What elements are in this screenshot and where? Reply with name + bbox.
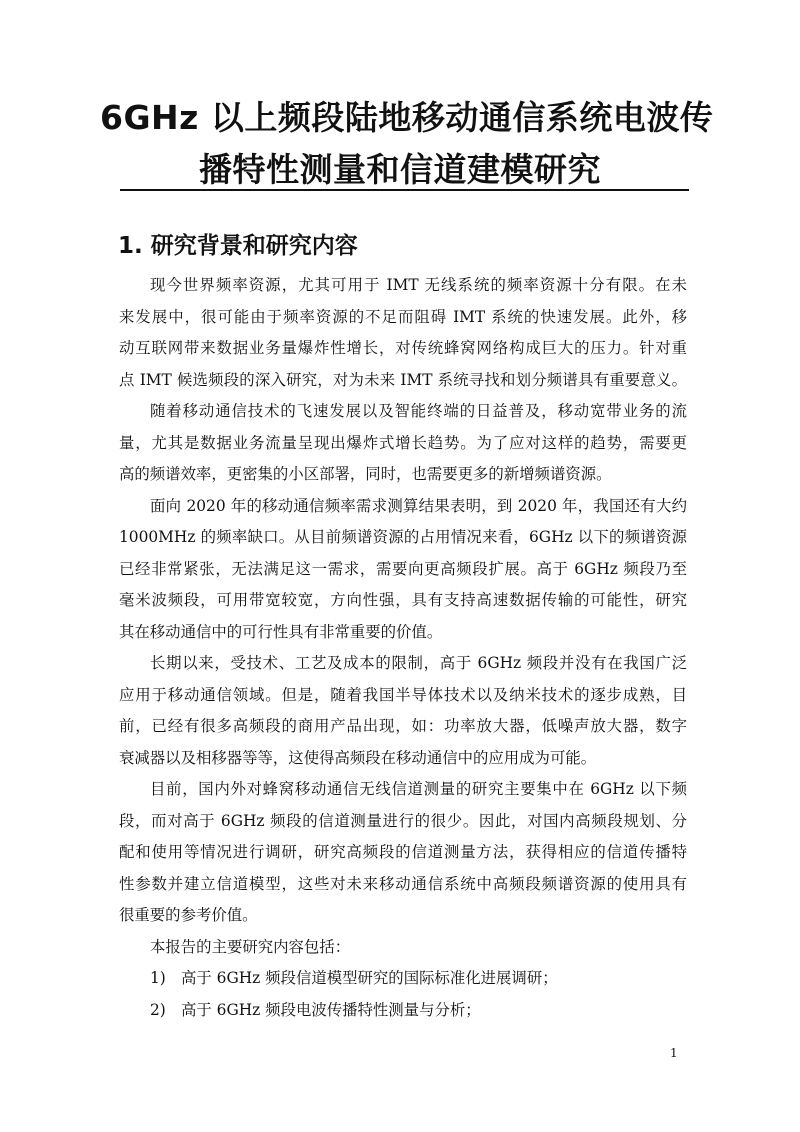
paragraph-line: 应用于移动通信领域。但是，随着我国半导体技术以及纳米技术的逐步成熟，目 (119, 685, 687, 704)
section-heading: 1. 研究背景和研究内容 (118, 233, 358, 259)
paragraph-line: 已经非常紧张，无法满足这一需求，需要向更高频段扩展。高于 6GHz 频段乃至 (119, 559, 687, 578)
body-text (119, 270, 687, 1026)
list-item (119, 963, 687, 995)
paragraph-line: 其在移动通信中的可行性具有非常重要的价值。 (119, 622, 443, 641)
paragraph-line: 动互联网带来数据业务量爆炸性增长，对传统蜂窝网络构成巨大的压力。针对重 (119, 339, 687, 357)
paragraph-line: 配和使用等情况进行调研，研究高频段的信道测量方法，获得相应的信道传播特 (119, 843, 687, 861)
paragraph-line: 随着移动通信技术的飞速发展以及智能终端的日益普及，移动宽带业务的流 (150, 402, 687, 420)
paragraph-line: 长期以来，受技术、工艺及成本的限制，高于 6GHz 频段并没有在我国广泛 (150, 654, 687, 672)
paragraph-line: 量，尤其是数据业务流量呈现出爆炸式增长趋势。为了应对这样的趋势，需要更 (119, 433, 687, 452)
paragraph-line: 1000MHz 的频率缺口。从目前频谱资源的占用情况来看，6GHz 以下的频谱资源 (119, 528, 687, 546)
title-line-2: 播特性测量和信道建模研究 (199, 150, 601, 189)
paragraph-line: 点 IMT 候选频段的深入研究，对为未来 IMT 系统寻找和划分频谱具有重要意义。 (119, 370, 687, 389)
list-item-text: 高于 6GHz 频段电波传播特性测量与分析； (181, 1000, 481, 1019)
paragraph-line: 高的频谱效率，更密集的小区部署，同时，也需要更多的新增频谱资源。 (119, 465, 612, 483)
paragraph-line: 段，而对高于 6GHz 频段的信道测量进行的很少。因此，对国内高频段规划、分 (119, 811, 687, 830)
list-item-text: 高于 6GHz 频段信道模型研究的国际标准化进展调研； (181, 969, 558, 987)
paragraph-line: 本报告的主要研究内容包括： (150, 937, 351, 956)
document-title (100, 92, 714, 196)
list-item-number: 2) (150, 1000, 166, 1019)
title-divider (120, 189, 689, 191)
paragraph-line: 衰减器以及相移器等等，这使得高频段在移动通信中的应用成为可能。 (119, 748, 597, 767)
page-number: 1 (670, 1046, 678, 1060)
paragraph-line: 目前，国内外对蜂窝移动通信无线信道测量的研究主要集中在 6GHz 以下频 (150, 780, 687, 798)
paragraph-line: 很重要的参考价值。 (119, 906, 258, 924)
list-item-number: 1) (150, 969, 166, 987)
paragraph-line: 性参数并建立信道模型，这些对未来移动通信系统中高频段频谱资源的使用具有 (119, 874, 687, 893)
paragraph-line: 面向 2020 年的移动通信频率需求测算结果表明，到 2020 年，我国还有大约 (150, 496, 687, 515)
paragraph-line: 来发展中，很可能由于频率资源的不足而阻碍 IMT 系统的快速发展。此外，移 (119, 307, 687, 326)
title-line-1: 6GHz 以上频段陆地移动通信系统电波传 (100, 98, 714, 137)
paragraph-line: 毫米波频段，可用带宽较宽，方向性强，具有支持高速数据传输的可能性，研究 (119, 591, 687, 609)
list-item (119, 995, 687, 1027)
paragraph-line: 前，已经有很多高频段的商用产品出现，如：功率放大器，低噪声放大器，数字 (119, 717, 687, 735)
paragraph-line: 现今世界频率资源，尤其可用于 IMT 无线系统的频率资源十分有限。在未 (150, 276, 687, 294)
